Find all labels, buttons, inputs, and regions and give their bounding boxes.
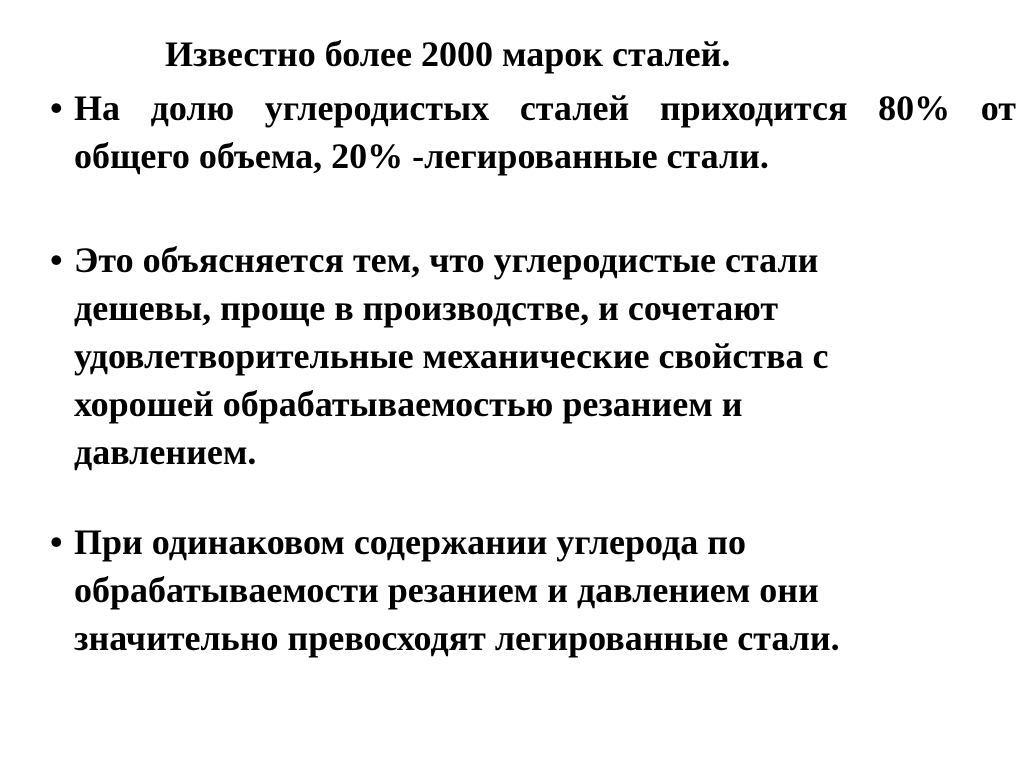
bullet-text: [74, 84, 1016, 180]
bullet-line: удовлетворительные механические свойства с: [74, 336, 829, 376]
bullet-line: давлением.: [74, 432, 257, 472]
bullet-line: На долю углеродистых сталей приходится 80% от: [74, 88, 1016, 128]
bullet-line: При одинаковом содержании углерода по: [74, 522, 746, 562]
bullet-marker: •: [50, 240, 63, 280]
bullet-line: общего объема, 20% -легированные стали.: [74, 136, 769, 176]
bullet-line: хорошей обрабатываемостью резанием и: [74, 384, 743, 424]
bullet-line: обрабатываемости резанием и давлением они: [74, 570, 819, 610]
bullet-text: [74, 518, 1016, 662]
slide-title: Известно более 2000 марок сталей.: [165, 34, 731, 74]
bullet-line: Это объясняется тем, что углеродистые стали: [74, 240, 819, 280]
bullet-text: [74, 236, 1016, 476]
bullet-marker: •: [50, 522, 63, 562]
bullet-marker: •: [50, 88, 63, 128]
bullet-line: дешевы, проще в производстве, и сочетают: [74, 288, 779, 328]
bullet-line: значительно превосходят легированные стали.: [74, 618, 840, 658]
